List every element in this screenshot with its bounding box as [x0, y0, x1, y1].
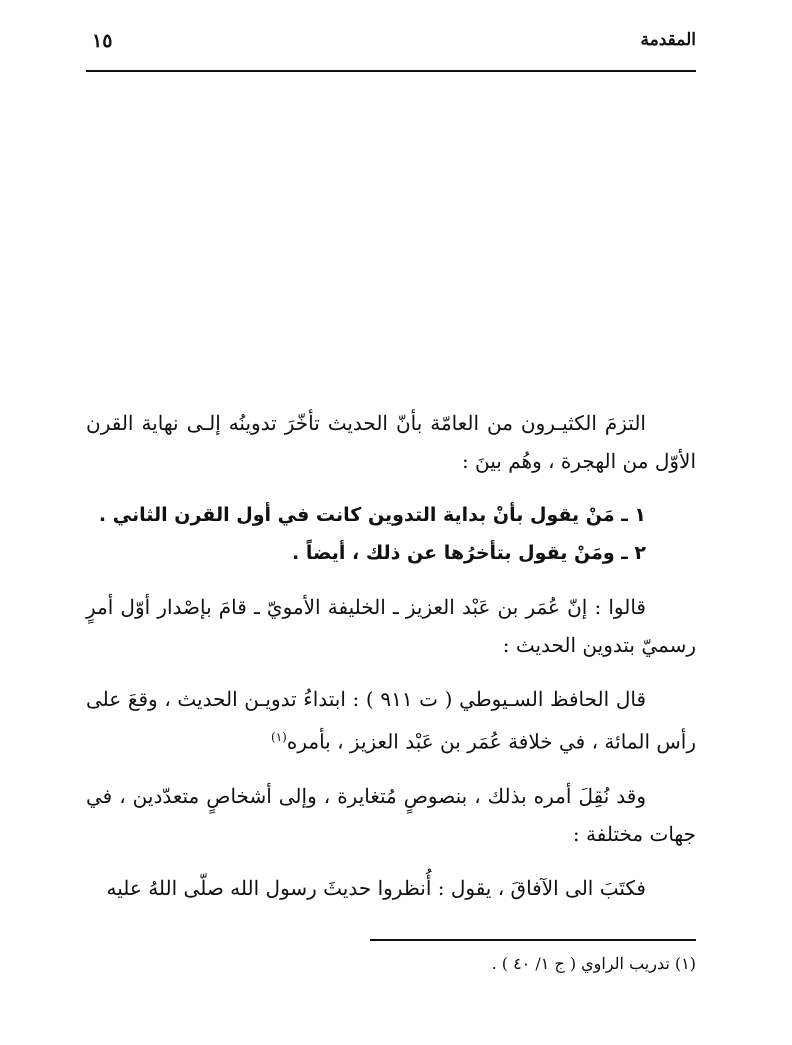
main-text: [86, 404, 696, 923]
opinions-list: [86, 496, 696, 572]
header-divider: [86, 70, 696, 72]
paragraph-5: فكتَبَ الى الآفاقَ ، يقول : أُنظروا حديثَ رسول الله صلّى اللهُ عليه: [106, 875, 646, 900]
paragraph-4: وقد نُقِلَ أمره بذلك ، بنصوصٍ مُتغايرة ، وإلى أشخاصٍ متعدّدين ، في جهات مختلفة :: [86, 783, 696, 846]
list-item-2: ٢ ـ ومَنْ يقول بتأخرُها عن ذلك ، أيضاً .: [292, 542, 646, 564]
paragraph-3: [86, 680, 696, 761]
footnote-reference: (١): [271, 730, 287, 744]
running-header-title: المقدمة: [640, 30, 696, 50]
list-item-1: ١ ـ مَنْ يقول بأنْ بداية التدوين كانت في أول القرن الثاني .: [98, 504, 646, 526]
paragraph-3-text: قال الحافظ السـيوطي ( ت ٩١١ ) : ابتداءُ تدويـن الحديث ، وقعَ على رأس المائة ، في خلافة عُمَر بن عَبْد العزيز ، بأمره: [86, 687, 696, 754]
footnote-divider: [370, 939, 696, 941]
page-number: ١٥: [92, 30, 113, 52]
paragraph-2: قالوا : إنّ عُمَر بن عَبْد العزيز ـ الخليفة الأمويّ ـ قامَ بإصْدار أوّل أمرٍ رسميّ بتدوين الحديث :: [86, 595, 696, 657]
paragraph-1: التزمَ الكثيـرون من العامّة بأنّ الحديث تأخّرَ تدوينُه إلـى نهاية القرن الأوّل من الهجرة ، وهُم بينَ :: [86, 411, 696, 473]
footnote: (١) تدريب الراوي ( ج ١/ ٤٠ ) .: [491, 954, 696, 973]
